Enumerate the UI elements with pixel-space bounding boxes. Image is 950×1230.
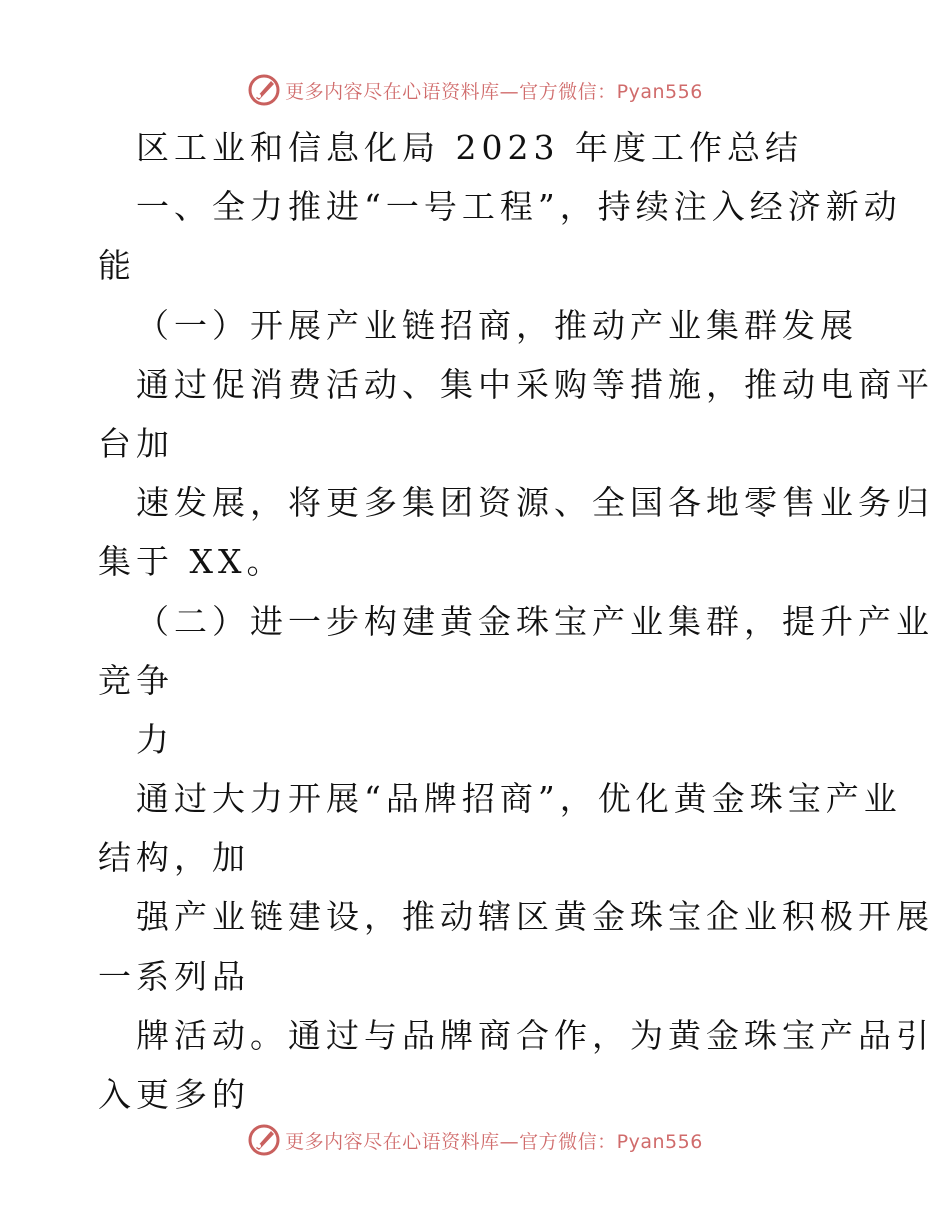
text-line: 力 bbox=[136, 719, 174, 759]
pen-nib-seal-icon bbox=[247, 73, 281, 107]
text-line: 竞争 bbox=[98, 660, 174, 700]
header-watermark bbox=[0, 70, 950, 110]
text-line: 能 bbox=[98, 246, 136, 286]
text-line: 区工业和信息化局 2023 年度工作总结 bbox=[136, 128, 803, 167]
text-line: 一、全力推进“一号工程”，持续注入经济新动 bbox=[136, 187, 902, 227]
text-line: 牌活动。通过与品牌商合作，为黄金珠宝产品引 bbox=[136, 1015, 934, 1055]
text-line: 速发展，将更多集团资源、全国各地零售业务归 bbox=[136, 483, 934, 523]
text-line: （二）进一步构建黄金珠宝产业集群，提升产业 bbox=[136, 601, 934, 641]
text-line: 强产业链建设，推动辖区黄金珠宝企业积极开展 bbox=[136, 897, 934, 937]
text-line: 台加 bbox=[98, 423, 174, 463]
text-line: （一）开展产业链招商，推动产业集群发展 bbox=[136, 305, 858, 345]
text-line: 结构，加 bbox=[98, 838, 250, 878]
watermark-text: 更多内容尽在心语资料库—官方微信：Pyan556 bbox=[285, 1130, 703, 1153]
watermark-text: 更多内容尽在心语资料库—官方微信：Pyan556 bbox=[285, 80, 703, 103]
pen-nib-seal-icon bbox=[247, 1123, 281, 1157]
text-line: 通过促消费活动、集中采购等措施，推动电商平 bbox=[136, 364, 934, 404]
document-body bbox=[98, 118, 934, 1124]
text-line: 入更多的 bbox=[98, 1075, 250, 1114]
text-line: 一系列品 bbox=[98, 956, 250, 996]
text-line: 集于 XX。 bbox=[98, 542, 285, 582]
footer-watermark bbox=[0, 1120, 950, 1160]
text-line: 通过大力开展“品牌招商”，优化黄金珠宝产业 bbox=[136, 779, 902, 819]
